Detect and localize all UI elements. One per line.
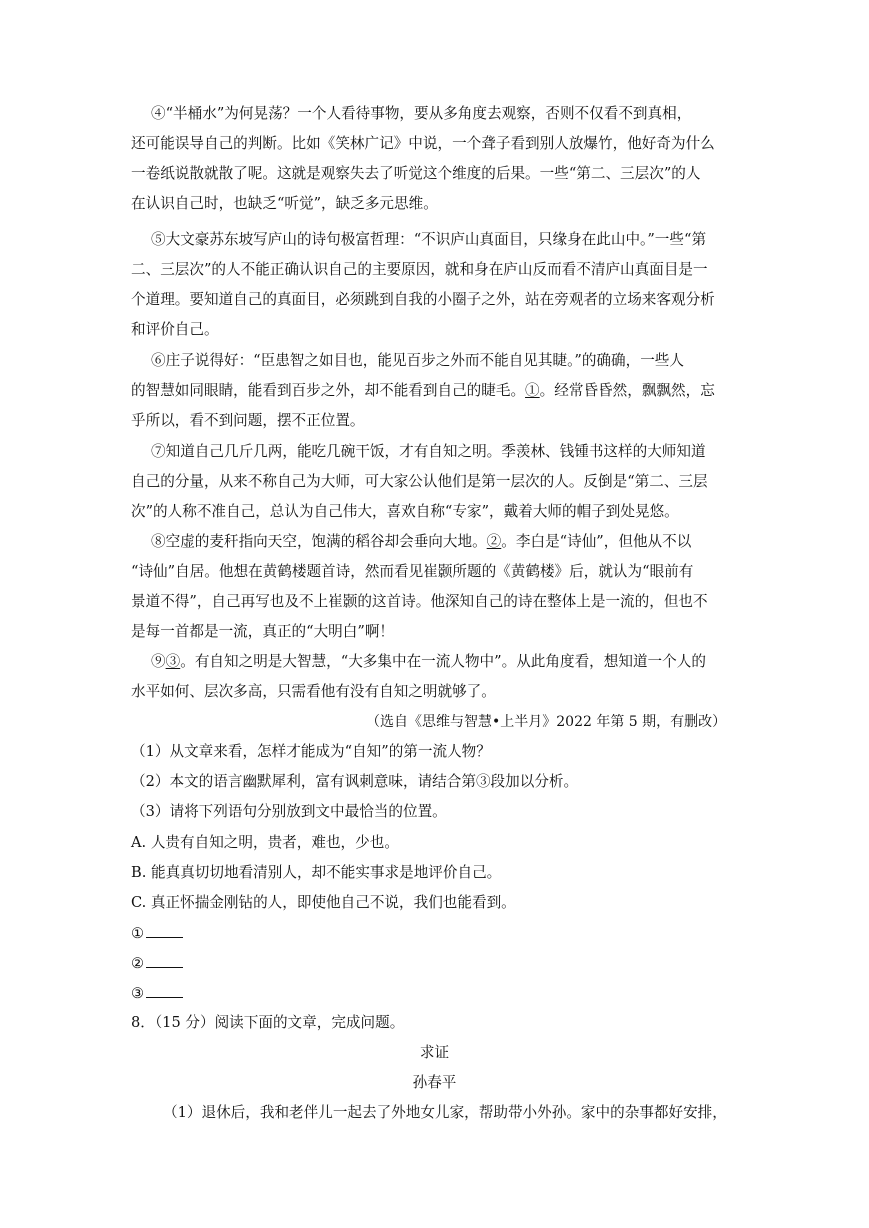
para6-line1: ⑥庄子说得好：“臣患智之如目也，能见百步之外而不能自见其睫。”的确确，一些人 [151, 352, 684, 369]
para4-line2: 还可能误导自己的判断。比如《笑林广记》中说，一个聋子看到别人放爆竹，他好奇为什么 [131, 135, 715, 152]
option-b: B. 能真真切切地看清别人，却不能实事求是地评价自己。 [131, 864, 502, 881]
story-para1-line1: （1）退休后，我和老伴儿一起去了外地女儿家，帮助带小外孙。家中的杂事都好安排， [163, 1104, 727, 1121]
answer-blank-3-label: ③ [131, 985, 145, 1002]
option-a: A. 人贵有自知之明，贵者，难也，少也。 [131, 834, 399, 851]
para7-line1: ⑦知道自己几斤几两，能吃几碗干饭，才有自知之明。季羡林、钱锺书这样的大师知道 [151, 443, 706, 460]
para8-line4: 是每一首都是一流，真正的“大明白”啊！ [131, 623, 395, 640]
story-author: 孙春平 [412, 1074, 457, 1091]
answer-blank-3[interactable] [131, 983, 183, 1004]
option-c: C. 真正怀揣金刚钻的人，即使他自己不说，我们也能看到。 [131, 894, 516, 911]
para4-line4: 在认识自己时，也缺乏“听觉”，缺乏多元思维。 [131, 195, 438, 212]
para9-line2: 水平如何、层次多高，只需看他有没有自知之明就够了。 [131, 683, 496, 700]
answer-blank-1[interactable] [131, 923, 183, 944]
para4-line1: ④“半桶水”为何晃荡？一个人看待事物，要从多角度去观察，否则不仅看不到真相， [151, 105, 692, 122]
para6-line2-text-after: 。经常昏昏然，飘飘然，忘 [539, 382, 715, 399]
para8-line1-text: ⑧空虚的麦秆指向天空，饱满的稻谷却会垂向大地。 [151, 533, 487, 550]
para8-line1-text-after: 。李白是“诗仙”，但他从不以 [501, 533, 692, 550]
answer-blank-1-line [146, 923, 183, 938]
answer-blank-3-line [146, 983, 183, 998]
para5-line3: 个道理。要知道自己的真面目，必须跳到自我的小圈子之外，站在旁观者的立场来客观分析 [131, 291, 715, 308]
para8-line1 [151, 532, 691, 552]
question-2: （2）本文的语言幽默犀利，富有讽刺意味，请结合第③段加以分析。 [131, 773, 579, 790]
blank-marker-1: ① [525, 382, 540, 399]
question-8-heading: 8．（15 分）阅读下面的文章，完成问题。 [131, 1014, 405, 1031]
para9-line1 [151, 652, 706, 672]
para7-line2: 自己的分量，从来不称自己为大师，可大家公认他们是第一层次的人。反倒是“第二、三层 [131, 473, 708, 490]
para6-line2-text: 的智慧如同眼睛，能看到百步之外，却不能看到自己的睫毛。 [131, 382, 526, 399]
para5-line2: 二、三层次”的人不能正确认识自己的主要原因，就和身在庐山反而看不清庐山真面目是一 [131, 261, 708, 278]
para9-line1-text-after: 。有自知之明是大智慧，“大多集中在一流人物中”。从此角度看，想知道一个人的 [180, 653, 706, 670]
para4-line3: 一卷纸说散就散了呢。这就是观察失去了听觉这个维度的后果。一些“第二、三层次”的人 [131, 165, 701, 182]
answer-blank-2-label: ② [131, 955, 145, 972]
story-title: 求证 [419, 1044, 450, 1061]
blank-marker-3: ③ [165, 653, 181, 670]
para5-line4: 和评价自己。 [131, 321, 219, 338]
blank-marker-2: ② [486, 533, 502, 550]
answer-blank-2-line [146, 953, 183, 968]
para9-line1-text: ⑨ [151, 653, 166, 670]
para7-line3: 次”的人称不准自己，总认为自己伟大，喜欢自称“专家”，戴着大师的帽子到处晃悠。 [131, 503, 679, 520]
para5-line1: ⑤大文豪苏东坡写庐山的诗句极富哲理：“不识庐山真面目，只缘身在此山中。”一些“第 [151, 231, 707, 248]
para6-line3: 乎所以，看不到问题，摆不正位置。 [131, 412, 365, 429]
question-1: （1）从文章来看，怎样才能成为“自知”的第一流人物？ [131, 743, 491, 760]
source-citation: （选自《思维与智慧•上半月》2022 年第 5 期，有删改） [366, 714, 727, 730]
question-3: （3）请将下列语句分别放到文中最恰当的位置。 [131, 803, 447, 820]
para6-line2 [131, 381, 715, 401]
answer-blank-2[interactable] [131, 953, 183, 974]
para8-line3: 景道不得”，自己再写也及不上崔颢的这首诗。他深知自己的诗在整体上是一流的，但也不 [131, 593, 708, 610]
para8-line2: “诗仙”自居。他想在黄鹤楼题首诗，然而看见崔颢所题的《黄鹤楼》后，就认为“眼前有 [131, 563, 694, 580]
answer-blank-1-label: ① [131, 925, 145, 942]
